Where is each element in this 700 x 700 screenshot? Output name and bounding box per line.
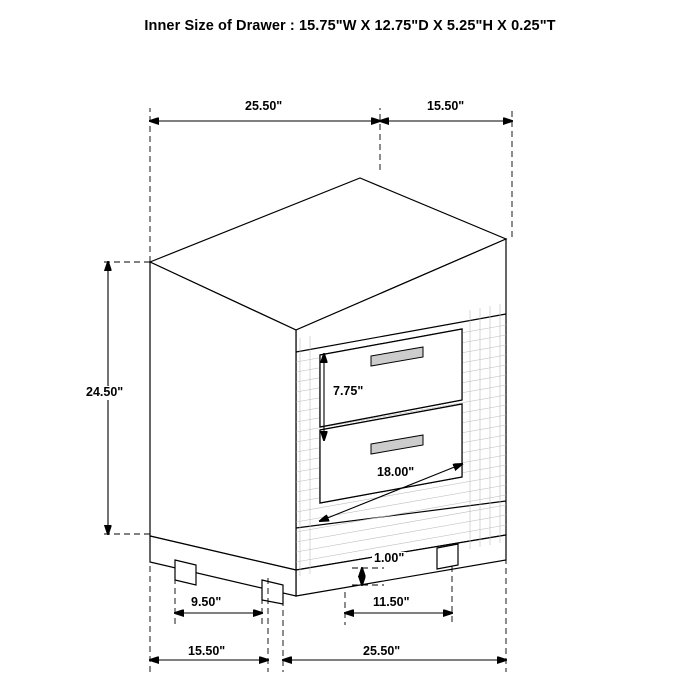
dim-top-left: 25.50": [245, 99, 283, 113]
dim-drawer-width: 18.00": [377, 465, 415, 479]
dim-drawer-height: 7.75": [333, 384, 364, 398]
page-title: Inner Size of Drawer : 15.75"W X 12.75"D X 5.25"H X 0.25"T: [144, 18, 556, 34]
dim-bottom-left-inner: 9.50": [191, 595, 222, 609]
dim-bottom-right-outer: 25.50": [363, 644, 401, 658]
foot-left: [175, 560, 196, 585]
dim-bottom-left-outer: 15.50": [188, 644, 226, 658]
foot-front-right: [437, 544, 458, 569]
dim-left-height: 24.50": [86, 385, 124, 399]
dim-foot-height: 1.00": [374, 551, 405, 565]
dim-top-right: 15.50": [427, 99, 465, 113]
dim-bottom-right-inner: 11.50": [373, 595, 410, 609]
